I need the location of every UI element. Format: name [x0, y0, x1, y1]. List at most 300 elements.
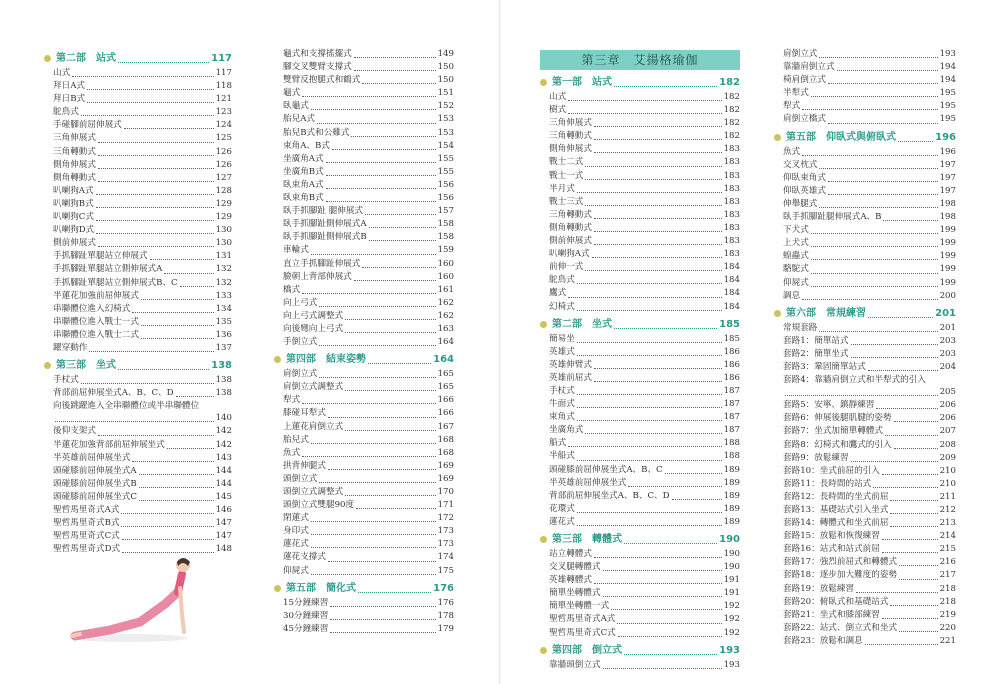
page-number: 182 [723, 105, 740, 116]
toc-entry[interactable] [540, 248, 740, 261]
page-number: 183 [723, 236, 740, 247]
toc-entry[interactable] [44, 491, 232, 504]
toc-entry[interactable] [540, 170, 740, 183]
toc-entry[interactable] [774, 478, 956, 491]
dot-leader [894, 421, 938, 422]
bullet-icon [540, 79, 547, 86]
page-number: 211 [939, 491, 956, 502]
entry-title: 直立手抓腳趾伸展式 [283, 258, 361, 269]
toc-entry[interactable] [774, 361, 956, 374]
toc-entry[interactable] [44, 67, 232, 80]
entry-title: 肩倒立式 [283, 369, 318, 380]
dot-leader [351, 136, 435, 137]
page-number: 138 [215, 388, 232, 399]
toc-entry[interactable] [540, 548, 740, 561]
toc-entry[interactable] [274, 447, 454, 460]
entry-title: 半英雄前屈伸展坐式 [549, 477, 627, 488]
dot-leader [98, 168, 214, 169]
toc-entry[interactable] [540, 574, 740, 587]
toc-entry[interactable] [774, 211, 956, 224]
toc-entry[interactable] [274, 610, 454, 623]
toc-entry[interactable] [274, 434, 454, 447]
toc-entry[interactable] [540, 91, 740, 104]
toc-entry[interactable] [540, 411, 740, 424]
toc-entry[interactable] [774, 224, 956, 237]
page-number: 191 [723, 588, 740, 599]
page-number: 138 [211, 360, 232, 372]
toc-entry[interactable] [44, 452, 232, 465]
page-number: 182 [719, 77, 740, 88]
entry-title: 站立轉體式 [549, 549, 592, 559]
section-heading[interactable] [540, 531, 740, 548]
page-number: 214 [939, 531, 956, 542]
dot-leader [898, 141, 933, 142]
entry-title: 套路11：長時間的站式 [783, 478, 872, 489]
toc-entry[interactable] [44, 342, 232, 355]
dot-leader [837, 70, 938, 71]
toc-entry[interactable] [274, 565, 454, 578]
entry-title: 頭碰膝前屈伸展坐式C [53, 491, 137, 502]
toc-entry[interactable] [540, 561, 740, 574]
toc-entry[interactable] [774, 439, 956, 452]
toc-entry[interactable] [44, 439, 232, 452]
toc-entry[interactable] [274, 525, 454, 538]
toc-entry[interactable] [274, 551, 454, 564]
entry-title: 仰屍式 [783, 277, 809, 288]
page-number: 163 [437, 323, 454, 334]
toc-entry[interactable] [774, 622, 956, 635]
toc-entry[interactable] [274, 421, 454, 434]
toc-entry[interactable] [774, 530, 956, 543]
page-number: 144 [215, 465, 232, 476]
toc-entry[interactable] [774, 113, 956, 126]
entry-title: 身印式 [283, 526, 309, 537]
page-number: 117 [215, 68, 232, 78]
toc-entry[interactable] [774, 87, 956, 100]
entry-title: 花環式 [549, 503, 575, 514]
toc-entry[interactable] [274, 244, 454, 257]
toc-entry[interactable] [540, 477, 740, 490]
toc-entry[interactable] [44, 198, 232, 211]
toc-entry[interactable] [274, 538, 454, 551]
toc-entry[interactable] [774, 412, 956, 425]
toc-entry[interactable] [274, 231, 454, 244]
toc-entry[interactable] [540, 437, 740, 450]
toc-entry[interactable] [774, 335, 956, 348]
toc-entry[interactable] [44, 146, 232, 159]
toc-entry[interactable] [774, 583, 956, 596]
entry-title: 簡單坐轉體式 [549, 588, 601, 599]
toc-entry[interactable] [274, 336, 454, 349]
section-heading[interactable] [540, 642, 740, 659]
page-number: 121 [215, 94, 232, 105]
toc-entry[interactable] [44, 303, 232, 316]
page-number: 221 [939, 635, 956, 646]
toc-entry[interactable] [44, 316, 232, 329]
page-number: 195 [939, 101, 956, 112]
toc-entry[interactable] [540, 287, 740, 300]
page-number: 133 [215, 290, 232, 301]
toc-entry[interactable] [774, 348, 956, 361]
toc-entry[interactable] [540, 372, 740, 385]
toc-entry[interactable] [774, 48, 956, 61]
toc-entry[interactable] [44, 425, 232, 438]
dot-leader [585, 205, 721, 206]
dot-leader [568, 297, 721, 298]
toc-entry[interactable] [274, 323, 454, 336]
page-number: 130 [215, 238, 232, 249]
toc-entry[interactable] [774, 504, 956, 517]
page-number: 183 [723, 144, 740, 155]
toc-entry[interactable] [274, 381, 454, 394]
toc-entry[interactable] [274, 284, 454, 297]
toc-entry[interactable] [774, 452, 956, 465]
toc-entry[interactable] [540, 104, 740, 117]
toc-entry[interactable] [774, 146, 956, 159]
toc-entry[interactable] [774, 556, 956, 569]
toc-entry[interactable] [774, 237, 956, 250]
page-number: 151 [437, 88, 454, 99]
entry-title: 英雄式 [549, 346, 575, 357]
toc-entry[interactable] [774, 465, 956, 478]
page-number: 170 [437, 487, 454, 497]
toc-entry[interactable] [274, 499, 454, 512]
toc-entry[interactable] [274, 48, 454, 61]
dot-leader [139, 474, 214, 475]
dot-leader [362, 83, 435, 84]
dot-leader [811, 233, 938, 234]
toc-entry[interactable] [540, 117, 740, 130]
toc-entry[interactable] [274, 87, 454, 100]
page-number: 190 [723, 549, 740, 559]
page-number: 154 [437, 140, 454, 151]
page-number: 206 [939, 413, 956, 424]
toc-entry[interactable] [540, 424, 740, 437]
page-number: 186 [723, 372, 740, 383]
toc-entry[interactable] [44, 329, 232, 342]
dot-leader [851, 461, 938, 462]
section-heading[interactable] [774, 129, 956, 146]
entry-title: 半蓮花加強前屈伸展式 [53, 290, 139, 301]
entry-title: 背部前屈伸展坐式A、B、C、D [549, 490, 670, 501]
page-number: 148 [215, 544, 232, 555]
toc-entry[interactable] [774, 543, 956, 556]
toc-entry[interactable] [274, 179, 454, 192]
toc-entry[interactable] [44, 159, 232, 172]
entry-title: 臥束角B式 [283, 193, 324, 204]
page-number: 193 [939, 49, 956, 59]
toc-entry[interactable] [274, 61, 454, 74]
toc-entry[interactable] [44, 237, 232, 250]
toc-entry[interactable] [774, 172, 956, 185]
entry-title: 叭喇狗D式 [53, 225, 95, 236]
toc-entry[interactable] [44, 211, 232, 224]
dot-leader [617, 623, 721, 624]
page-number: 138 [215, 375, 232, 386]
section-heading[interactable] [540, 74, 740, 91]
toc-entry[interactable] [774, 61, 956, 74]
entry-title: 車輪式 [283, 245, 309, 256]
toc-entry[interactable] [274, 486, 454, 499]
toc-entry[interactable] [44, 263, 232, 276]
dot-leader [98, 435, 214, 436]
dot-leader [594, 381, 722, 382]
section-heading[interactable] [44, 357, 232, 374]
toc-entry[interactable] [540, 261, 740, 274]
page-number: 117 [211, 53, 232, 64]
dot-leader [577, 192, 722, 193]
toc-entry-continued[interactable] [774, 387, 956, 400]
toc-entry[interactable] [274, 512, 454, 525]
entry-title: 魚式 [783, 146, 801, 157]
dot-leader [328, 469, 436, 470]
section-heading[interactable] [44, 50, 232, 67]
page-number: 160 [437, 258, 454, 269]
toc-entry[interactable] [44, 387, 232, 400]
toc-entry[interactable] [44, 106, 232, 119]
toc-entry[interactable] [540, 398, 740, 411]
section-title: 第五部 仰臥式與俯臥式 [786, 131, 896, 143]
page-number: 130 [215, 225, 232, 236]
entry-title: 上犬式 [783, 238, 809, 249]
entry-title: 套路4：靠牆肩倒立式和半犁式的引入 [783, 375, 926, 386]
toc-entry[interactable] [540, 196, 740, 209]
page-number: 173 [437, 539, 454, 550]
dot-leader [594, 126, 722, 127]
page-number: 204 [939, 361, 956, 372]
dot-leader [369, 227, 436, 228]
dot-leader [121, 526, 213, 527]
dot-leader [594, 152, 722, 153]
toc-entry[interactable] [274, 166, 454, 179]
dot-leader [594, 218, 722, 219]
toc-entry[interactable] [44, 185, 232, 198]
toc-entry[interactable] [774, 263, 956, 276]
toc-entry[interactable] [774, 290, 956, 303]
entry-title: 串聯體位進入戰士一式 [53, 316, 139, 327]
toc-entry[interactable] [44, 250, 232, 263]
toc-entry[interactable] [44, 290, 232, 303]
dot-leader [345, 430, 435, 431]
dot-leader [811, 286, 938, 287]
dot-leader [354, 280, 436, 281]
entry-title: 手杖式 [53, 375, 79, 386]
page-number: 201 [935, 307, 956, 319]
toc-entry[interactable] [774, 635, 956, 648]
page-number: 164 [437, 337, 454, 348]
entry-title: 後仰支架式 [53, 426, 96, 437]
page-number: 155 [437, 166, 454, 177]
toc-entry[interactable] [540, 156, 740, 169]
toc-entry[interactable] [774, 159, 956, 172]
toc-entry[interactable] [774, 277, 956, 290]
toc-entry[interactable] [44, 530, 232, 543]
toc-entry[interactable] [774, 74, 956, 87]
page-number: 183 [723, 157, 740, 168]
toc-entry[interactable] [274, 394, 454, 407]
toc-entry[interactable] [540, 516, 740, 529]
toc-entry[interactable] [44, 132, 232, 145]
dot-leader [577, 355, 722, 356]
toc-entry[interactable] [44, 224, 232, 237]
toc-entry[interactable] [540, 301, 740, 314]
toc-entry[interactable] [540, 274, 740, 287]
entry-title: 臥龜式 [283, 101, 309, 112]
toc-entry[interactable] [540, 183, 740, 196]
toc-entry[interactable] [274, 140, 454, 153]
toc-entry[interactable] [274, 473, 454, 486]
toc-entry[interactable] [44, 80, 232, 93]
page-number: 218 [939, 583, 956, 594]
toc-entry[interactable] [44, 374, 232, 387]
page-number: 189 [723, 503, 740, 514]
toc-entry[interactable] [274, 218, 454, 231]
toc-entry[interactable] [44, 400, 232, 413]
toc-entry[interactable] [540, 613, 740, 626]
page-number: 147 [215, 531, 232, 542]
toc-entry[interactable] [274, 74, 454, 87]
bullet-icon [540, 536, 547, 543]
toc-entry[interactable] [540, 450, 740, 463]
toc-entry[interactable] [774, 425, 956, 438]
toc-entry[interactable] [44, 93, 232, 106]
page-number: 142 [215, 439, 232, 450]
dot-leader [585, 179, 721, 180]
section-title: 第三部 轉體式 [552, 534, 622, 545]
dot-leader [356, 508, 436, 509]
toc-entry[interactable] [774, 322, 956, 335]
page-number: 197 [939, 172, 956, 183]
toc-entry[interactable] [274, 192, 454, 205]
toc-entry[interactable] [540, 209, 740, 222]
toc-entry[interactable] [774, 491, 956, 504]
toc-entry[interactable] [774, 198, 956, 211]
toc-entry[interactable] [540, 346, 740, 359]
section-title: 第四部 倒立式 [552, 644, 622, 656]
section-heading[interactable] [274, 351, 454, 368]
toc-entry[interactable] [274, 153, 454, 166]
toc-entry-continued[interactable] [44, 413, 232, 426]
section-heading[interactable] [540, 316, 740, 333]
toc-entry[interactable] [540, 587, 740, 600]
entry-title: 半犁式 [783, 88, 809, 99]
entry-title: 頭碰膝前屈伸展坐式A、B、C [549, 464, 663, 475]
toc-entry[interactable] [540, 659, 740, 672]
page-number: 125 [215, 133, 232, 144]
entry-title: 向上弓式 [283, 297, 318, 308]
toc-entry[interactable] [774, 596, 956, 609]
entry-title: 側角伸展式 [53, 159, 96, 170]
toc-entry[interactable] [540, 143, 740, 156]
toc-entry[interactable] [774, 185, 956, 198]
bullet-icon [540, 321, 547, 328]
section-heading[interactable] [774, 305, 956, 322]
toc-entry[interactable] [540, 490, 740, 503]
page-number: 185 [719, 318, 740, 330]
toc-entry[interactable] [540, 627, 740, 640]
page-number: 187 [723, 412, 740, 423]
entry-title: 束角A、B式 [283, 140, 330, 151]
toc-entry[interactable] [540, 235, 740, 248]
toc-entry[interactable] [774, 374, 956, 387]
toc-entry[interactable] [274, 100, 454, 113]
toc-entry[interactable] [274, 407, 454, 420]
toc-entry[interactable] [274, 623, 454, 636]
section-heading[interactable] [274, 580, 454, 597]
dot-leader [55, 421, 214, 422]
page-number: 147 [215, 518, 232, 529]
toc-entry[interactable] [44, 478, 232, 491]
dot-leader [614, 86, 717, 87]
toc-entry[interactable] [274, 368, 454, 381]
toc-entry[interactable] [274, 310, 454, 323]
entry-title: 臥手抓腳趾側伸展式A [283, 219, 367, 230]
toc-entry[interactable] [274, 205, 454, 218]
toc-entry[interactable] [44, 172, 232, 185]
dot-leader [96, 220, 214, 221]
dot-leader [876, 408, 937, 409]
toc-entry[interactable] [44, 517, 232, 530]
entry-title: 鴕鳥式 [549, 275, 575, 286]
dot-leader [890, 500, 937, 501]
dot-leader [882, 552, 938, 553]
toc-entry[interactable] [44, 277, 232, 290]
dot-leader [811, 246, 938, 247]
dot-leader [330, 619, 435, 620]
toc-entry[interactable] [44, 119, 232, 132]
entry-title: 交叉枕式 [783, 159, 818, 170]
toc-entry[interactable] [540, 600, 740, 613]
entry-title: 30分鐘練習 [283, 610, 329, 621]
entry-title: 聖哲馬里奇式D式 [53, 544, 121, 555]
toc-entry[interactable] [44, 465, 232, 478]
toc-entry[interactable] [540, 130, 740, 143]
entry-title: 坐廣角B式 [283, 166, 324, 177]
toc-entry[interactable] [44, 504, 232, 517]
toc-entry[interactable] [540, 464, 740, 477]
toc-entry[interactable] [774, 569, 956, 582]
toc-entry[interactable] [274, 113, 454, 126]
toc-entry[interactable] [774, 609, 956, 622]
toc-entry[interactable] [274, 297, 454, 310]
toc-entry[interactable] [274, 460, 454, 473]
toc-entry[interactable] [274, 127, 454, 140]
dot-leader [311, 254, 436, 255]
entry-title: 束角式 [549, 412, 575, 423]
entry-title: 鷹式 [549, 288, 567, 299]
page-number: 172 [437, 513, 454, 524]
toc-entry[interactable] [540, 333, 740, 346]
toc-entry[interactable] [774, 100, 956, 113]
toc-entry[interactable] [774, 250, 956, 263]
dot-leader [118, 369, 209, 370]
page-number: 143 [215, 452, 232, 463]
toc-entry[interactable] [540, 385, 740, 398]
toc-entry[interactable] [274, 597, 454, 610]
toc-entry[interactable] [274, 258, 454, 271]
toc-entry[interactable] [274, 271, 454, 284]
page-number: 129 [215, 212, 232, 223]
toc-entry[interactable] [774, 517, 956, 530]
toc-entry[interactable] [540, 222, 740, 235]
entry-title: 側角轉動式 [549, 222, 592, 233]
entry-title: 向後彎向上弓式 [283, 323, 344, 334]
toc-entry[interactable] [540, 503, 740, 516]
toc-entry[interactable] [540, 359, 740, 372]
dot-leader [345, 495, 435, 496]
page-number: 183 [723, 196, 740, 207]
toc-entry[interactable] [774, 399, 956, 412]
